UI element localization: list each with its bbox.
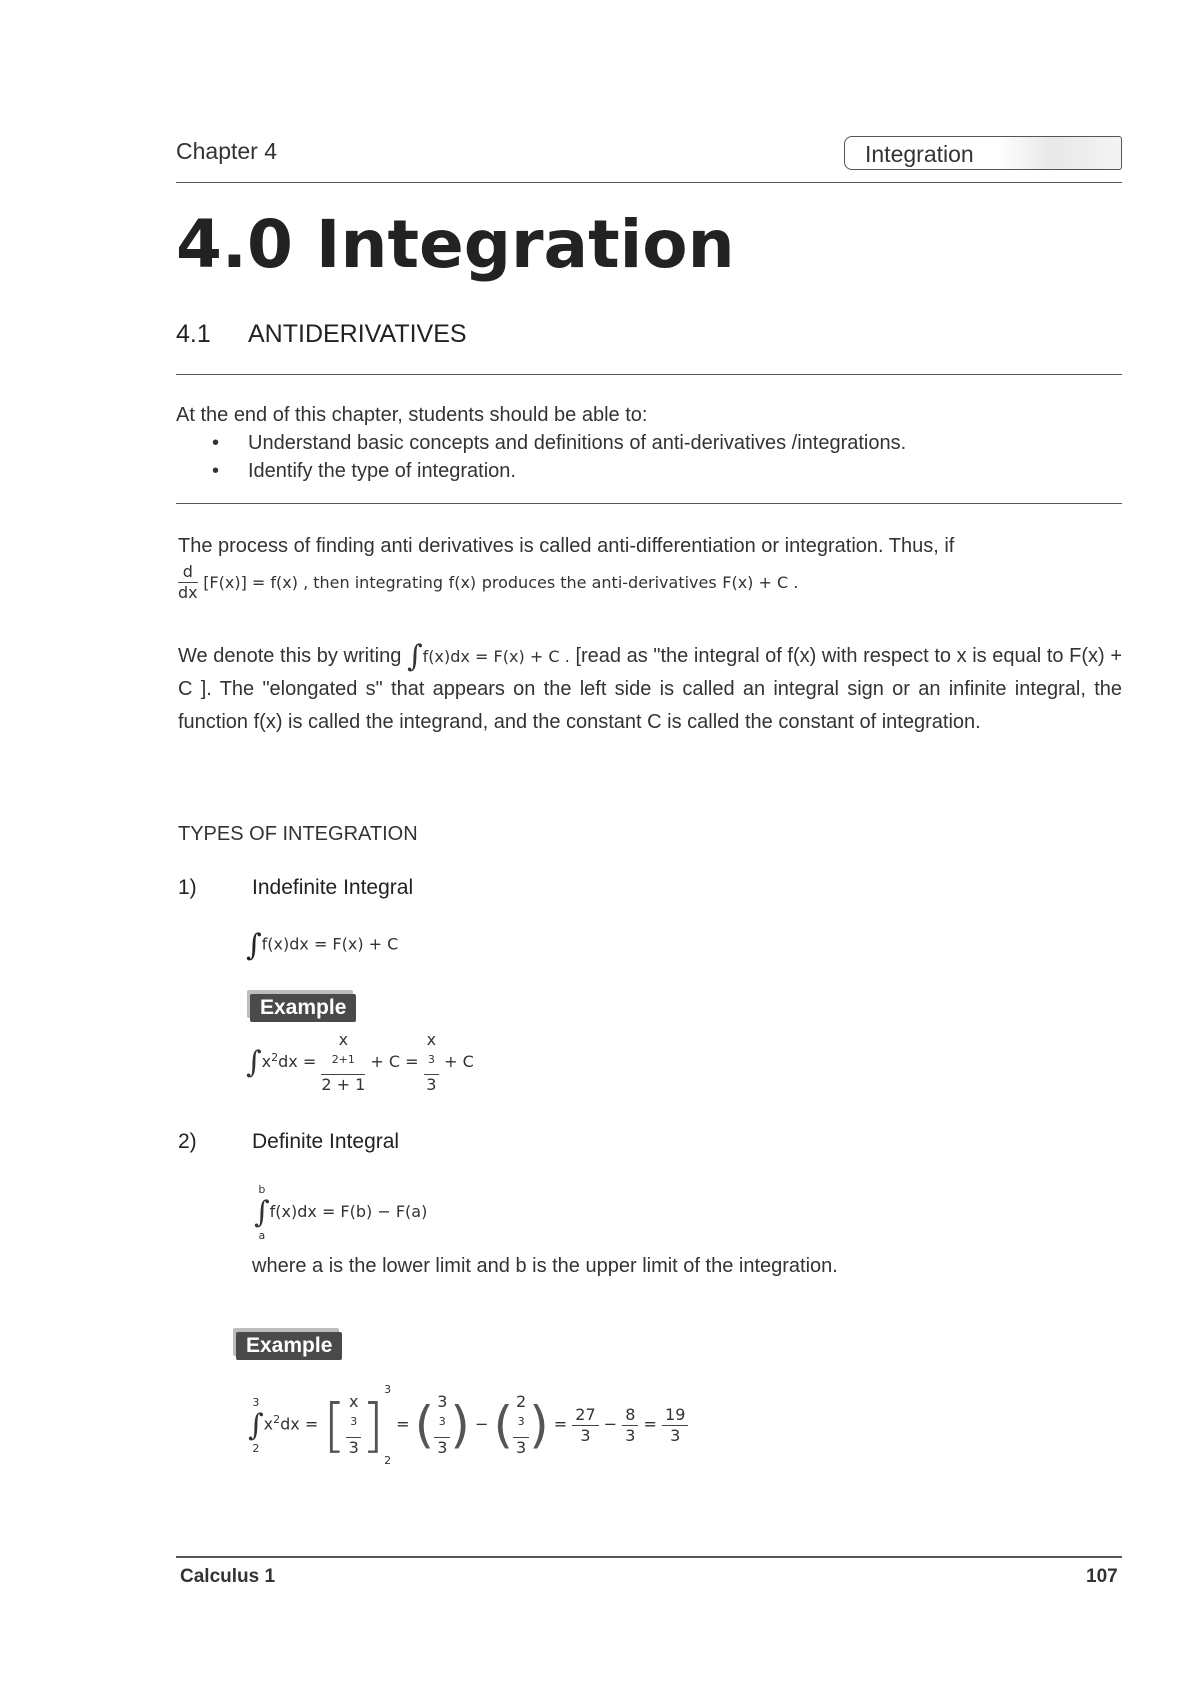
section-heading bbox=[176, 320, 467, 349]
integral-sign-icon: ∫ bbox=[254, 1195, 270, 1230]
para1-line2 bbox=[178, 562, 1122, 603]
para1-line1: The process of finding anti derivatives is called anti-differentiation or integration. Thus, if bbox=[178, 535, 955, 557]
antiderivative-term: F(x) + C . bbox=[722, 572, 799, 592]
type-number: 2) bbox=[178, 1130, 197, 1153]
header-rule bbox=[176, 182, 1122, 183]
indefinite-example: $\int x^2dx$ = x $^{2+1}$ 2 + 1 + C = x $^3$ 3 + C bbox=[246, 1030, 474, 1095]
section-name: ANTIDERIVATIVES bbox=[248, 320, 467, 348]
objectives-list bbox=[176, 429, 1122, 485]
objectives-intro: At the end of this chapter, students should be able to: bbox=[176, 404, 648, 426]
integral-sign-icon: ∫ bbox=[246, 928, 262, 963]
definite-formula: b ∫ a f(x)dx = F(b) − F(a) bbox=[254, 1183, 428, 1242]
section-number: 4.1 bbox=[176, 320, 211, 348]
produces-text: produces the anti-derivatives bbox=[481, 572, 717, 592]
notation-explanation: [read as "the integral of f(x) with respect to x is equal to F(x) + C ]. The "elongated s" that appears on the left side is called an integral sign or an infinite integral, the function f(x) is called the integrand, and the constant C is called the constant of integration. bbox=[178, 645, 1123, 734]
page-number: 107 bbox=[1086, 1566, 1118, 1587]
example-result-fraction: x $^3$ 3 bbox=[424, 1030, 439, 1095]
result-fraction: $\frac{19}{3}$ bbox=[662, 1405, 688, 1446]
objective-item: • Identify the type of integration. bbox=[248, 457, 1122, 485]
paren-fraction-lower: 2 $^3$ 3 bbox=[513, 1392, 529, 1457]
example-badge: Example bbox=[236, 1332, 342, 1360]
objectives-bottom-rule bbox=[176, 503, 1122, 504]
result-fraction: $\frac{27}{3}$ bbox=[572, 1405, 598, 1446]
fx-term: f(x) bbox=[448, 572, 477, 592]
type-name: Indefinite Integral bbox=[252, 876, 414, 899]
objectives-top-rule bbox=[176, 374, 1122, 375]
integral-sign-icon: ∫ bbox=[246, 1045, 262, 1081]
paragraph-antiderivative bbox=[178, 532, 1122, 603]
integral-sign-icon: ∫ bbox=[248, 1407, 264, 1443]
derivative-equation: [F(x)] = f(x) , then integrating bbox=[203, 572, 443, 592]
chapter-label: Chapter 4 bbox=[176, 138, 278, 164]
indefinite-formula: ∫f(x)dx = F(x) + C bbox=[246, 928, 399, 963]
objective-item: • Understand basic concepts and definitions of anti-derivatives /integrations. bbox=[248, 429, 1122, 457]
chapter-tag: Integration bbox=[844, 136, 1122, 170]
result-fraction: $\frac{8}{3}$ bbox=[622, 1405, 638, 1446]
example-fraction: x $^{2+1}$ 2 + 1 bbox=[321, 1030, 366, 1095]
type-name: Definite Integral bbox=[252, 1130, 400, 1153]
footer-book-title: Calculus 1 bbox=[180, 1566, 276, 1587]
example-badge: Example bbox=[250, 994, 356, 1022]
types-heading: TYPES OF INTEGRATION bbox=[178, 823, 418, 845]
integral-sign-icon: ∫ bbox=[406, 639, 423, 675]
type-number: 1) bbox=[178, 876, 197, 899]
paren-fraction-upper: 3 $^3$ 3 bbox=[434, 1392, 450, 1457]
derivative-fraction: $\frac{d}{dx}$ bbox=[178, 562, 198, 602]
bracket-fraction: x $^3$ 3 bbox=[346, 1392, 361, 1457]
limits-note: where a is the lower limit and b is the upper limit of the integration. bbox=[252, 1255, 838, 1277]
objectives-box bbox=[176, 401, 1122, 485]
notation-formula: f(x)dx = F(x) + C . bbox=[422, 647, 570, 666]
definite-example: 3 ∫ 2 $x^2dx$ = [ x $^3$ 3 ] 3 2 = ( 3 $^3$ 3 ) − ( 2 $^3$ 3 ) = $\frac{27}{3}$ − $\frac{8}{3}$ = $\frac{19}{3}$ bbox=[248, 1384, 688, 1466]
page-title: 4.0 Integration bbox=[176, 206, 735, 283]
footer-rule bbox=[176, 1556, 1122, 1558]
notation-lead: We denote this by writing bbox=[178, 645, 402, 667]
paragraph-notation bbox=[178, 640, 1122, 739]
